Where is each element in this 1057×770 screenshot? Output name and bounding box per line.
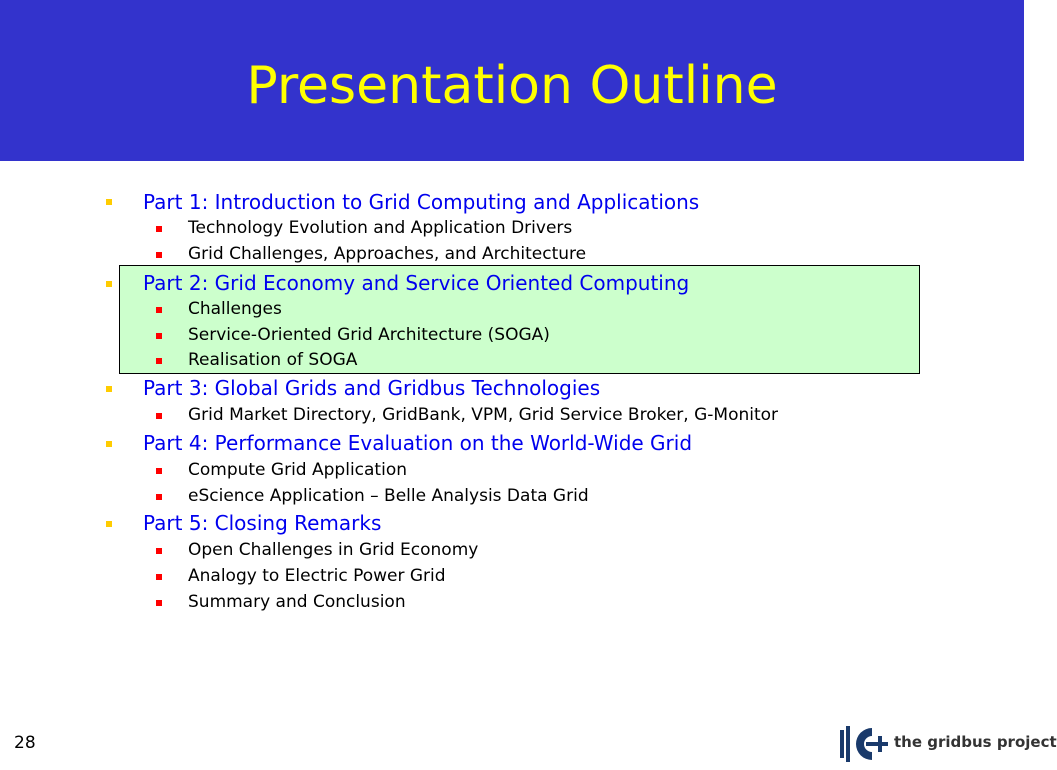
outline-subitem: Grid Challenges, Approaches, and Architecture <box>188 244 587 264</box>
yellow-square-bullet-icon <box>106 281 112 287</box>
yellow-square-bullet-icon <box>106 441 112 447</box>
red-square-bullet-icon <box>156 494 162 500</box>
gridbus-logo <box>838 722 1057 766</box>
outline-subitem: Challenges <box>188 299 282 319</box>
slide-number: 28 <box>14 733 36 753</box>
outline-subitem: Grid Market Directory, GridBank, VPM, Grid Service Broker, G-Monitor <box>188 405 779 425</box>
yellow-square-bullet-icon <box>106 199 112 205</box>
outline-part-3: Part 3: Global Grids and Gridbus Technologies <box>143 376 601 400</box>
outline-subitem: Compute Grid Application <box>188 460 407 480</box>
outline-part-1: Part 1: Introduction to Grid Computing and Applications <box>143 190 700 214</box>
red-square-bullet-icon <box>156 413 162 419</box>
outline-subitem: Analogy to Electric Power Grid <box>188 566 446 586</box>
outline-subitem: Realisation of SOGA <box>188 350 358 370</box>
red-square-bullet-icon <box>156 333 162 339</box>
outline-subitem: Summary and Conclusion <box>188 592 406 612</box>
yellow-square-bullet-icon <box>106 386 112 392</box>
red-square-bullet-icon <box>156 468 162 474</box>
red-square-bullet-icon <box>156 252 162 258</box>
outline-part-5: Part 5: Closing Remarks <box>143 511 382 535</box>
yellow-square-bullet-icon <box>106 521 112 527</box>
outline-part-4: Part 4: Performance Evaluation on the World-Wide Grid <box>143 431 693 455</box>
red-square-bullet-icon <box>156 226 162 232</box>
slide-title: Presentation Outline <box>246 56 778 116</box>
red-square-bullet-icon <box>156 574 162 580</box>
gridbus-logo-icon <box>838 722 890 766</box>
red-square-bullet-icon <box>156 600 162 606</box>
outline-subitem: Open Challenges in Grid Economy <box>188 540 479 560</box>
outline-part-2: Part 2: Grid Economy and Service Oriented Computing <box>143 271 690 295</box>
outline-subitem: Service-Oriented Grid Architecture (SOGA) <box>188 325 550 345</box>
logo-text: the gridbus project <box>894 733 1057 751</box>
outline-subitem: Technology Evolution and Application Drivers <box>188 218 573 238</box>
red-square-bullet-icon <box>156 358 162 364</box>
outline-subitem: eScience Application – Belle Analysis Data Grid <box>188 486 589 506</box>
red-square-bullet-icon <box>156 307 162 313</box>
red-square-bullet-icon <box>156 548 162 554</box>
